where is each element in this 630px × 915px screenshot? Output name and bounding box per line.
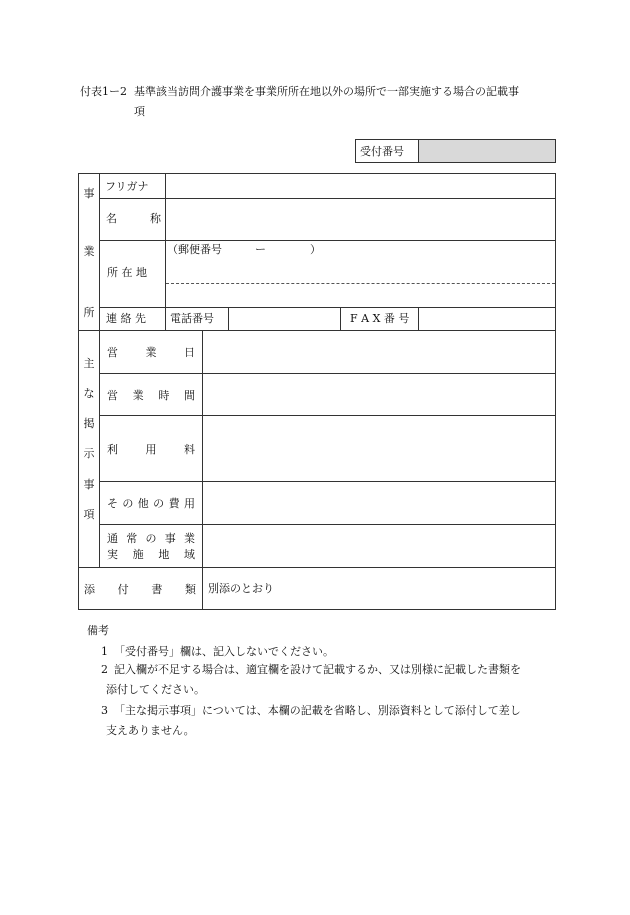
address-field[interactable] xyxy=(166,284,555,307)
furigana-label: フリガナ xyxy=(105,180,149,193)
postal-code-label: （郵便番号 ー ） xyxy=(167,243,321,256)
usage-fee-label: 利 用 料 xyxy=(107,443,195,456)
contact-label: 連 絡 先 xyxy=(106,312,146,325)
note-2-number: 2 xyxy=(101,663,108,676)
phone-label: 電話番号 xyxy=(170,312,214,325)
fax-label: F A X 番 号 xyxy=(350,312,410,325)
posting-section-label-3: 掲 xyxy=(83,417,95,430)
usage-fee-field[interactable] xyxy=(203,416,555,481)
note-2-text: 記入欄が不足する場合は、適宜欄を設けて記載するか、又は別様に記載した書類を xyxy=(114,663,521,676)
business-days-field[interactable] xyxy=(203,331,555,373)
attachment-label: 添 付 書 類 xyxy=(84,583,196,596)
posting-section-label-1: 主 xyxy=(83,357,95,370)
other-costs-label: そ の 他 の 費 用 xyxy=(107,497,195,510)
office-name-field[interactable] xyxy=(166,199,555,240)
other-costs-field[interactable] xyxy=(203,482,555,524)
receipt-number-field[interactable] xyxy=(419,140,555,162)
business-hours-label: 営 業 時 間 xyxy=(107,389,195,402)
note-3-number: 3 xyxy=(101,704,108,717)
posting-section-label-4: 示 xyxy=(83,447,95,460)
posting-section-label-2: な xyxy=(83,387,95,400)
office-section-label-2: 業 xyxy=(83,245,95,258)
business-days-label: 営 業 日 xyxy=(107,346,195,359)
note-3-text-continued: 支えありません。 xyxy=(106,724,195,737)
note-2-text-continued: 添付してください。 xyxy=(106,683,205,696)
phone-field[interactable] xyxy=(229,308,340,330)
note-1-number: 1 xyxy=(101,645,108,658)
service-area-label-line2: 実 施 地 域 xyxy=(107,548,195,561)
office-name-label: 名 称 xyxy=(106,212,161,225)
receipt-number-label: 受付番号 xyxy=(360,145,404,158)
attachment-value: 別添のとおり xyxy=(208,582,274,595)
office-section-label-3: 所 xyxy=(83,306,95,319)
note-3-text: 「主な掲示事項」については、本欄の記載を省略し、別添資料として添付して差し xyxy=(114,704,521,717)
service-area-label-line1: 通 常 の 事 業 xyxy=(107,532,195,545)
note-1-text: 「受付番号」欄は、記入しないでください。 xyxy=(114,645,334,658)
notes-title: 備考 xyxy=(87,624,109,637)
office-section-label-1: 事 xyxy=(83,187,95,200)
address-label: 所 在 地 xyxy=(107,266,147,279)
posting-section-label-6: 項 xyxy=(83,508,95,521)
service-area-field[interactable] xyxy=(203,525,555,567)
form-number: 付表1ー2 xyxy=(80,85,127,98)
form-title-line2: 項 xyxy=(134,105,145,118)
form-title-line1: 基準該当訪問介護事業を事業所所在地以外の場所で一部実施する場合の記載事 xyxy=(134,85,519,98)
furigana-field[interactable] xyxy=(166,174,555,198)
business-hours-field[interactable] xyxy=(203,374,555,415)
fax-field[interactable] xyxy=(419,308,555,330)
posting-section-label-5: 事 xyxy=(83,478,95,491)
